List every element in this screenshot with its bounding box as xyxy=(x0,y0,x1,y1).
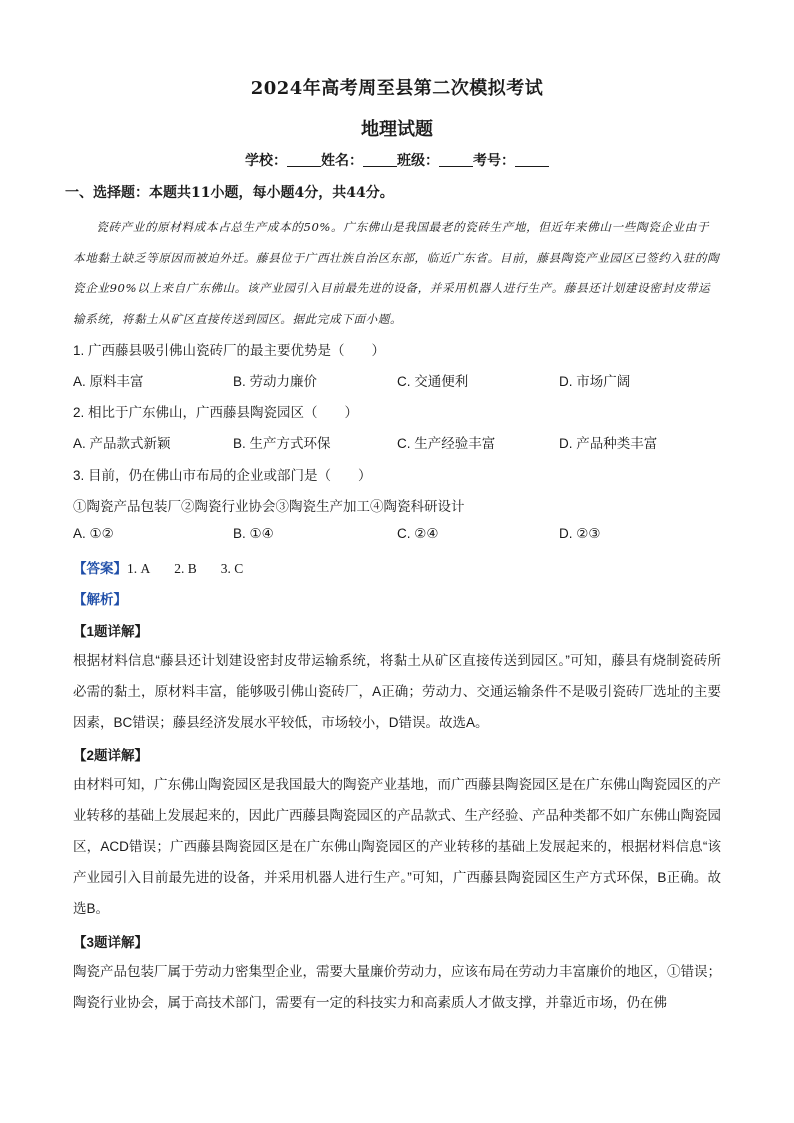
q1-option-d: D. 市场广阔 xyxy=(559,374,631,389)
q2-option-d: D. 产品种类丰富 xyxy=(559,436,658,451)
question-3-items: ①陶瓷产品包装厂②陶瓷行业协会③陶瓷生产加工④陶瓷科研设计 xyxy=(73,499,465,514)
q2-option-a: A. 产品款式新颖 xyxy=(73,436,171,451)
exam-subtitle: 地理试题 xyxy=(361,119,433,140)
q2-option-b: B. 生产方式环保 xyxy=(233,436,331,451)
student-info-line xyxy=(73,150,721,170)
q3-option-c: C. ②④ xyxy=(397,526,439,541)
question-3-stem: 3. 目前，仍在佛山市布局的企业或部门是（ ） xyxy=(73,468,372,483)
section-heading: 一、选择题：本题共11小题，每小题4分，共44分。 xyxy=(65,185,394,201)
class-blank xyxy=(439,166,473,167)
school-label: 学校： xyxy=(245,153,287,169)
q3-option-a: A. ①② xyxy=(73,526,114,541)
detail-1-text: 根据材料信息“藤县还计划建设密封皮带运输系统，将黏土从矿区直接传送到园区。”可知，藤县有烧制瓷砖所必需的黏土，原材料丰富，能够吸引佛山瓷砖厂，A正确；劳动力、交通运输条件不是吸引瓷砖厂选址的主要因素，BC错误；藤县经济发展水平较低，市场较小，D错误。故选A。 xyxy=(73,653,721,730)
analysis-tag: 【解析】 xyxy=(73,592,127,607)
id-label: 考号： xyxy=(473,153,515,169)
answer-value-3: 3. C xyxy=(220,561,244,576)
detail-1-title: 【1题详解】 xyxy=(73,624,149,639)
answer-tag: 【答案】 xyxy=(73,561,127,576)
reading-passage: 瓷砖产业的原材料成本占总生产成本的50%。广东佛山是我国最老的瓷砖生产地，但近年来佛山一些陶瓷企业由于本地黏土缺乏等原因而被迫外迁。藤县位于广西壮族自治区东部，临近广东省。目前，藤县陶瓷产业园区已签约入驻的陶瓷企业90%以上来自广东佛山。该产业园引入目前最先进的设备，并采用机器人进行生产。藤县还计划建设密封皮带运输系统，将黏土从矿区直接传送到园区。据此完成下面小题。 xyxy=(73,220,720,326)
name-label: 姓名： xyxy=(321,153,363,169)
q3-option-d: D. ②③ xyxy=(559,526,601,541)
question-2-stem: 2. 相比于广东佛山，广西藤县陶瓷园区（ ） xyxy=(73,405,359,420)
q1-option-c: C. 交通便利 xyxy=(397,374,469,389)
question-1-stem: 1. 广西藤县吸引佛山瓷砖厂的最主要优势是（ ） xyxy=(73,343,386,358)
detail-2-text: 由材料可知，广东佛山陶瓷园区是我国最大的陶瓷产业基地，而广西藤县陶瓷园区是在广东佛山陶瓷园区的产业转移的基础上发展起来的，因此广西藤县陶瓷园区的产品款式、生产经验、产品种类都不如广东佛山陶瓷园区，ACD错误；广西藤县陶瓷园区是在广东佛山陶瓷园区的产业转移的基础上发展起来的，根据材料信息“该产业园引入目前最先进的设备，并采用机器人进行生产。”可知，广西藤县陶瓷园区生产方式环保，B正确。故选B。 xyxy=(73,777,721,916)
class-label: 班级： xyxy=(397,153,439,169)
q2-option-c: C. 生产经验丰富 xyxy=(397,436,496,451)
answer-line xyxy=(73,557,267,577)
q3-option-b: B. ①④ xyxy=(233,526,274,541)
school-blank xyxy=(287,166,321,167)
detail-3-title: 【3题详解】 xyxy=(73,935,149,950)
id-blank xyxy=(515,166,549,167)
q1-option-b: B. 劳动力廉价 xyxy=(233,374,318,389)
answer-value-2: 2. B xyxy=(174,561,197,576)
detail-2-title: 【2题详解】 xyxy=(73,748,149,763)
q1-option-a: A. 原料丰富 xyxy=(73,374,144,389)
name-blank xyxy=(363,166,397,167)
exam-title: 2024年高考周至县第二次模拟考试 xyxy=(250,78,544,99)
answer-value-1: 1. A xyxy=(127,561,151,576)
detail-3-text: 陶瓷产品包装厂属于劳动力密集型企业，需要大量廉价劳动力，应该布局在劳动力丰富廉价的地区，①错误；陶瓷行业协会，属于高技术部门，需要有一定的科技实力和高素质人才做支撑，并靠近市场，仍在佛 xyxy=(73,964,721,1010)
